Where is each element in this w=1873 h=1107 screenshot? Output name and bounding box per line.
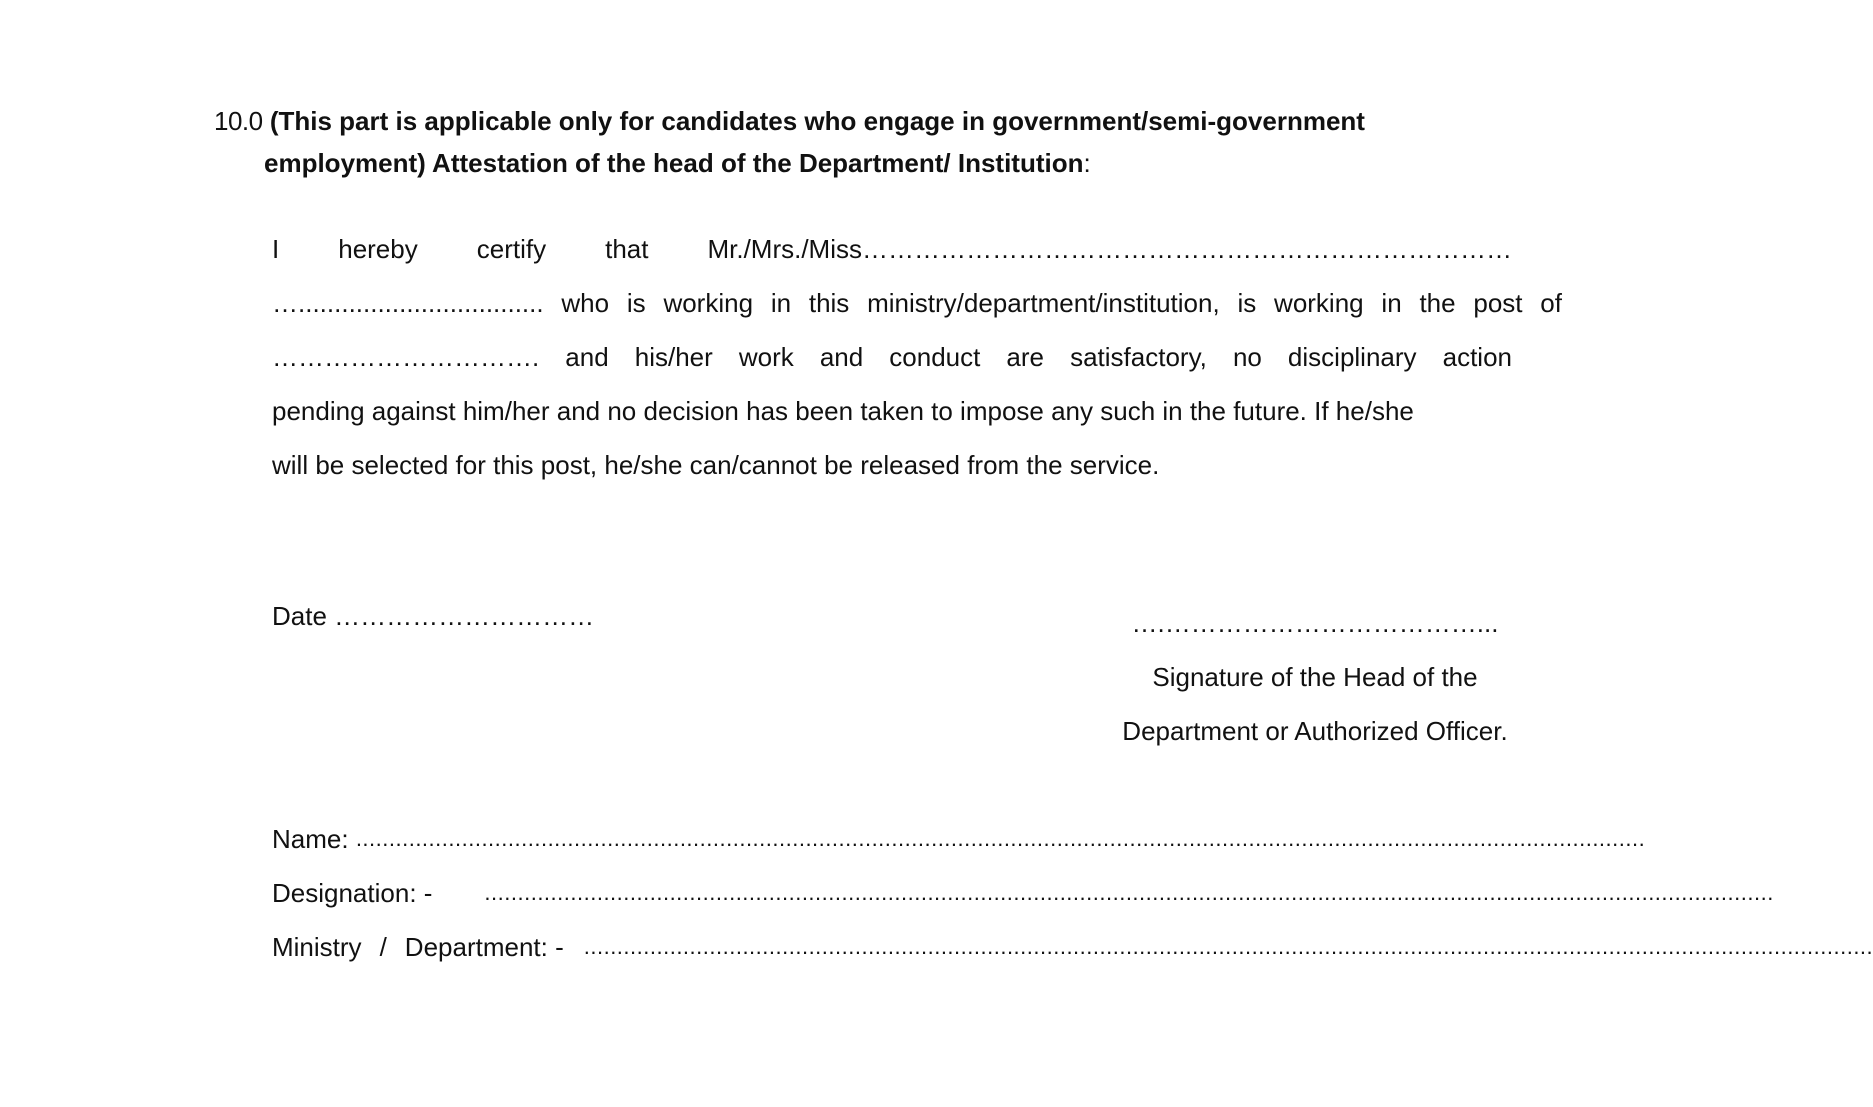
certification-paragraph xyxy=(272,222,1562,492)
ministry-field xyxy=(272,920,1873,974)
signature-caption-line-2: Department or Authorized Officer. xyxy=(1122,716,1508,746)
section-heading-line-1 xyxy=(214,100,1414,142)
designation-label: Designation: - xyxy=(272,878,433,908)
certification-line-3: …………………………. and his/her work and conduct are satisfactory, no disciplinary action xyxy=(272,342,1512,372)
section-heading xyxy=(214,100,1414,184)
signature-dots: ….………………………………... xyxy=(1131,608,1499,638)
ministry-gap xyxy=(564,920,584,974)
designation-gap xyxy=(432,866,484,920)
name-label: Name: xyxy=(272,824,349,854)
section-heading-text-2: employment) Attestation of the head of the Department/ Institution xyxy=(264,148,1084,178)
certification-line-1: I hereby certify that Mr./Mrs./Miss………………………………………………………………… xyxy=(272,234,1512,264)
certification-line-2: ….................................. who is working in this ministry/department/institution, is working in the post of xyxy=(272,288,1562,318)
officer-details xyxy=(272,812,1873,974)
certification-line-5: will be selected for this post, he/she can/cannot be released from the service. xyxy=(272,450,1160,480)
ministry-label-ministry: Ministry xyxy=(272,932,362,962)
date-field xyxy=(272,596,594,636)
date-label: Date xyxy=(272,601,327,631)
ministry-label xyxy=(272,920,564,974)
ministry-dots: ................................................................................................................................................................................................... xyxy=(583,934,1873,959)
signature-block xyxy=(1080,596,1550,758)
ministry-label-slash: / xyxy=(379,932,387,962)
certification-line-4: pending against him/her and no decision has been taken to impose any such in the future. If he/she xyxy=(272,396,1414,426)
signature-caption-line-1: Signature of the Head of the xyxy=(1152,662,1478,692)
section-number: 10.0 xyxy=(214,106,263,136)
section-heading-line-2 xyxy=(214,142,1414,184)
name-field xyxy=(272,812,1646,866)
designation-field xyxy=(272,866,1774,920)
section-heading-colon: : xyxy=(1083,148,1091,178)
date-dots: ………………………… xyxy=(334,601,595,631)
name-dots: ................................................................................................................................................................................................... xyxy=(355,826,1646,851)
section-heading-text-1: (This part is applicable only for candidates who engage in government/semi-government xyxy=(269,106,1365,136)
ministry-label-department: Department: - xyxy=(404,932,564,962)
designation-dots: ................................................................................................................................................................................................... xyxy=(484,880,1774,905)
